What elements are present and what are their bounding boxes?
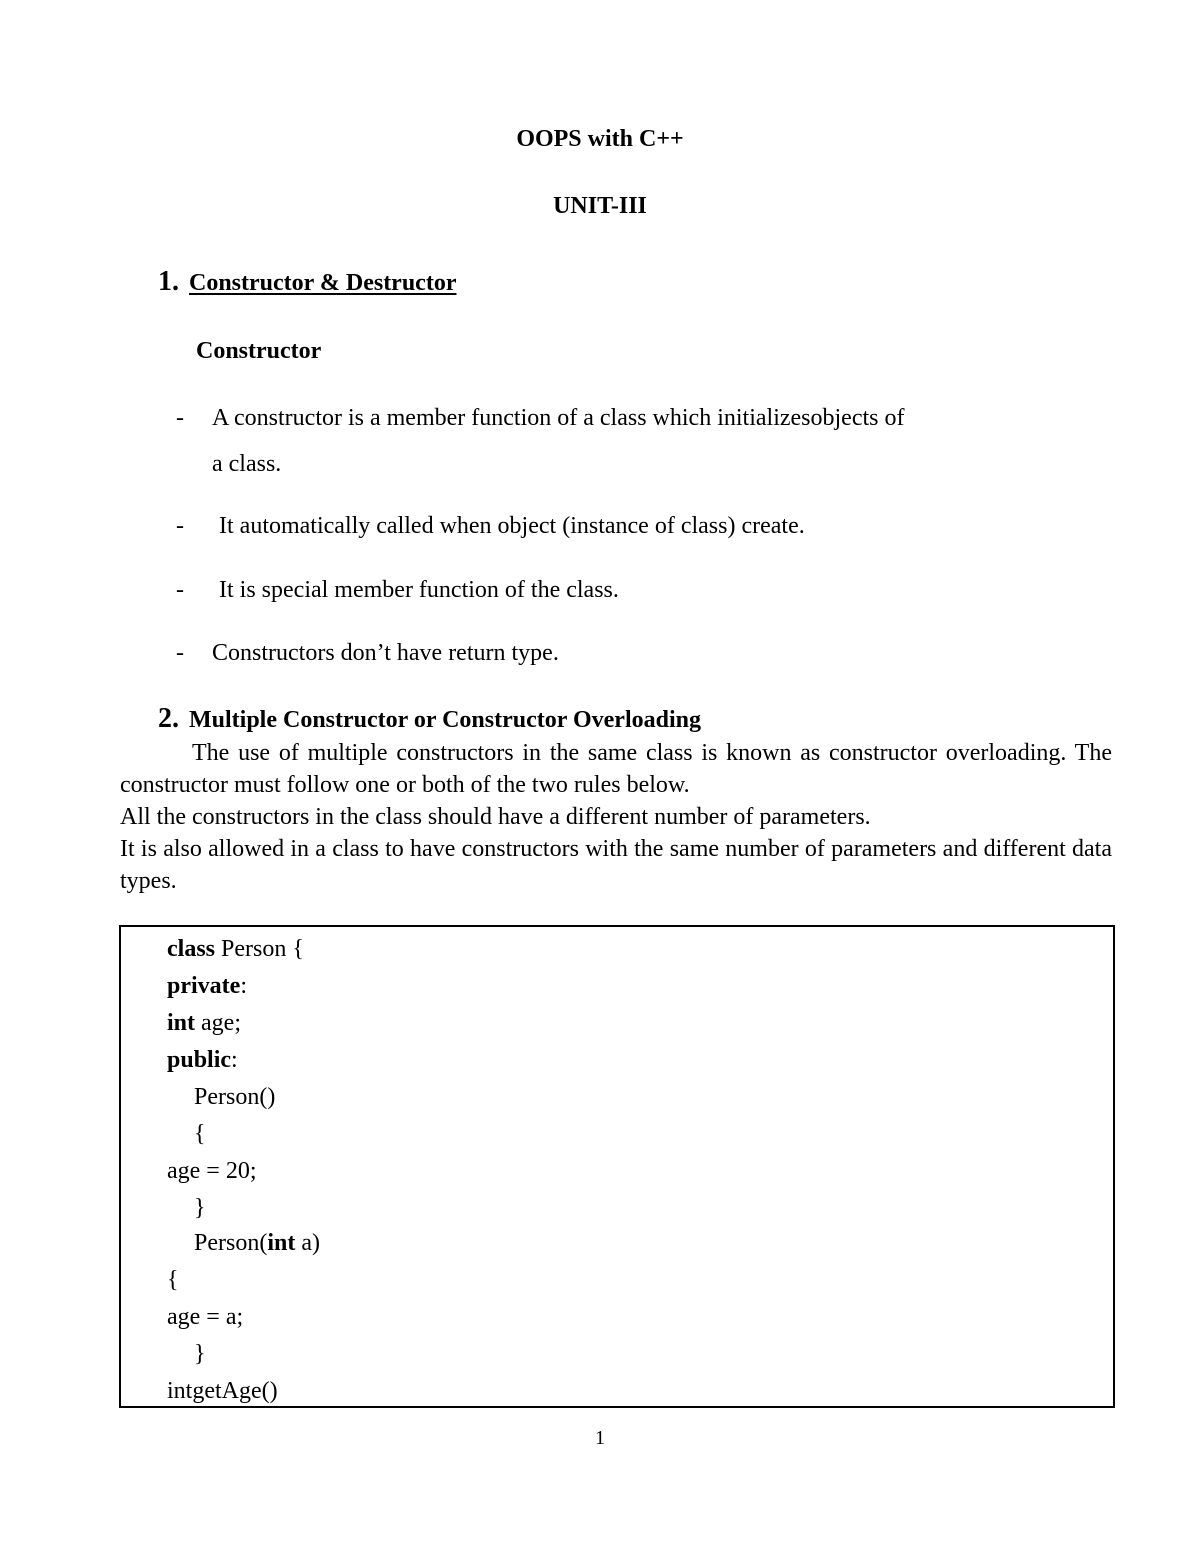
section-2-heading bbox=[158, 703, 701, 735]
bullet-text: A constructor is a member function of a class which initializesobjects of bbox=[212, 405, 905, 431]
bullet-continuation: a class. bbox=[212, 451, 282, 477]
paragraph: It is also allowed in a class to have constructors with the same number of parameters and different data types. bbox=[120, 836, 1112, 894]
unit-title: UNIT-III bbox=[553, 193, 647, 219]
paragraph: All the constructors in the class should have a different number of parameters. bbox=[120, 804, 871, 830]
code-line: age = a; bbox=[167, 1304, 244, 1330]
code-block bbox=[119, 925, 1115, 1408]
code-line: private: bbox=[167, 973, 247, 999]
bullet-item bbox=[176, 577, 619, 604]
section-2-number: 2. bbox=[158, 703, 179, 734]
code-line: } bbox=[194, 1341, 206, 1367]
document-title: OOPS with C++ bbox=[516, 126, 684, 152]
section-2-title: Multiple Constructor or Constructor Overloading bbox=[189, 707, 701, 733]
bullet-dash: - bbox=[176, 577, 184, 603]
code-line: } bbox=[194, 1195, 206, 1221]
code-line: { bbox=[167, 1267, 179, 1293]
code-line: public: bbox=[167, 1047, 238, 1073]
bullet-text: It automatically called when object (instance of class) create. bbox=[219, 513, 805, 539]
section-1-title: Constructor & Destructor bbox=[189, 270, 457, 296]
code-line: class Person { bbox=[167, 936, 304, 962]
code-line: age = 20; bbox=[167, 1158, 257, 1184]
section-1-number: 1. bbox=[158, 266, 179, 297]
page-number: 1 bbox=[595, 1427, 605, 1449]
code-line: { bbox=[194, 1121, 206, 1147]
constructor-subheading: Constructor bbox=[196, 338, 322, 364]
bullet-text: Constructors don’t have return type. bbox=[212, 640, 559, 666]
paragraph: The use of multiple constructors in the same class is known as constructor overloading. The constructor must follow one or both of the two rules below. bbox=[120, 740, 1112, 798]
bullet-item bbox=[176, 405, 904, 432]
code-line: intgetAge() bbox=[167, 1378, 278, 1404]
bullet-item bbox=[176, 513, 805, 540]
bullet-text: It is special member function of the class. bbox=[219, 577, 619, 603]
section-1-heading bbox=[158, 266, 456, 298]
code-line: Person() bbox=[194, 1084, 276, 1110]
bullet-item bbox=[176, 640, 559, 667]
code-line: Person(int a) bbox=[194, 1230, 320, 1256]
bullet-dash: - bbox=[176, 513, 184, 539]
bullet-dash: - bbox=[176, 640, 184, 666]
code-line: int age; bbox=[167, 1010, 241, 1036]
bullet-dash: - bbox=[176, 405, 184, 431]
